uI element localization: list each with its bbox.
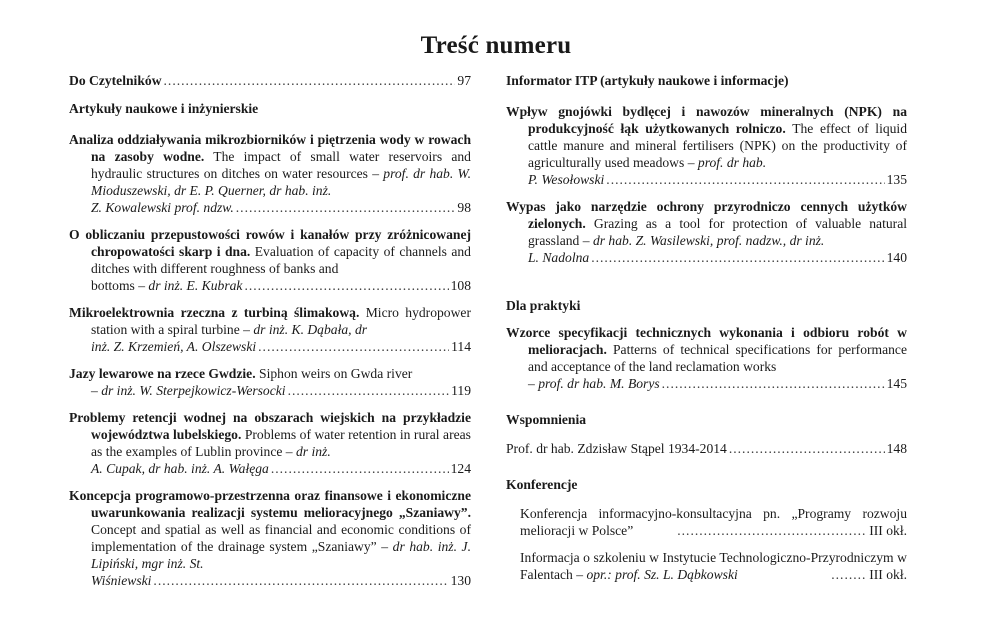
page-number: III okł. [869, 567, 907, 582]
toc-entry-english-title: Micro hydropower station with a spiral turbine [91, 305, 471, 337]
toc-entry-english-title: Evaluation of capacity of channels and ditches with different roughness of banks and [91, 244, 471, 276]
toc-entry-title: Prof. dr hab. Zdzisław Stąpel 1934-2014 [506, 441, 727, 456]
section-heading: Konferencje [506, 477, 578, 492]
page-number: 130 [450, 573, 471, 588]
section-heading: Informator ITP (artykuły naukowe i informacje) [506, 73, 789, 88]
toc-entry[interactable] [506, 505, 907, 539]
page-number: 108 [450, 278, 471, 293]
toc-entry-title: Analiza oddziaływania mikrozbiorników i piętrzenia wody w rowach na zasoby wodne. [69, 132, 471, 164]
page-number: III okł. [869, 523, 907, 538]
dot-leader [271, 460, 449, 477]
dot-leader [244, 277, 448, 294]
toc-entry-title: Wzorce specyfikacji technicznych wykonania i odbioru robót w melioracjach. [506, 325, 907, 357]
toc-entry-authors: inż. Z. Krzemień, A. Olszewski [91, 339, 257, 354]
page-number: 140 [886, 250, 907, 265]
toc-left-column [69, 72, 471, 589]
toc-entry-authors: L. Nadolna [528, 250, 590, 265]
toc-entry-authors: – dr inż. E. Kubrak [138, 278, 243, 293]
dot-leader [288, 382, 450, 399]
toc-entry-authors: – opr.: prof. Sz. L. Dąbkowski [576, 567, 738, 582]
toc-entry-authors: Wiśniewski [91, 573, 152, 588]
toc-entry[interactable] [506, 324, 907, 392]
toc-entry-authors: – prof. dr hab. [687, 155, 767, 170]
toc-entry-title: Mikroelektrownia rzeczna z turbiną ślimakową. [69, 305, 360, 320]
toc-entry-english-title: Grazing as a tool for protection of valuable natural grassland [528, 216, 908, 248]
page-number: 114 [451, 339, 471, 354]
toc-entry[interactable] [69, 365, 471, 399]
toc-entry-authors: – dr hab. inż. J. Lipiński, mgr inż. St. [91, 539, 471, 571]
toc-entry[interactable] [69, 226, 471, 294]
dot-leader [591, 249, 884, 266]
toc-entry-authors: – prof. dr hab. W. Mioduszewski, dr E. P. Querner, dr hab. inż. [91, 166, 471, 198]
page-number: 135 [886, 172, 907, 187]
toc-entry-title: Do Czytelników [69, 73, 162, 88]
toc-entry-english-title: bottoms [91, 278, 135, 293]
toc-entry-authors: – dr inż. W. Sterpejkowicz-Wersocki [91, 383, 286, 398]
section-heading: Dla praktyki [506, 298, 581, 313]
page-number: 145 [886, 376, 907, 391]
toc-entry-title: Wpływ gnojówki bydlęcej i nawozów mineralnych (NPK) na produkcyjność łąk użytkowanych rolniczo. [506, 104, 907, 136]
dot-leader [729, 440, 885, 457]
section-heading: Wspomnienia [506, 412, 587, 427]
dot-leader [164, 72, 456, 89]
toc-entry-authors: P. Wesołowski [528, 172, 605, 187]
toc-entry-authors: – dr inż. K. Dąbała, dr [243, 322, 368, 337]
page-number: 97 [457, 73, 471, 88]
toc-entry-do-czytelnikow[interactable] [69, 72, 471, 89]
toc-entry[interactable] [506, 103, 907, 188]
page-title: Treść numeru [420, 32, 572, 59]
toc-entry-title: Informacja o szkoleniu w Instytucie Technologiczno-Przyrodniczym w Falentach [520, 550, 907, 582]
toc-entry[interactable] [69, 131, 471, 216]
dot-leader [677, 522, 867, 539]
dot-leader [153, 572, 448, 589]
toc-entry-title: Wypas jako narzędzie ochrony przyrodniczo cennych użytków zielonych. [506, 199, 907, 231]
toc-entry-english-title: The impact of small water reservoirs and hydraulic structures on ditches on water resources [91, 149, 471, 181]
toc-entry[interactable] [69, 409, 471, 477]
toc-entry-title: Koncepcja programowo-przestrzenna oraz finansowe i ekonomiczne uwarunkowania realizacji systemu melioracyjnego „Szaniawy”. [69, 488, 471, 520]
section-heading: Artykuły naukowe i inżynierskie [69, 101, 259, 116]
toc-entry[interactable] [69, 304, 471, 355]
page-number: 98 [457, 200, 471, 215]
toc-entry-authors: – prof. dr hab. M. Borys [528, 376, 660, 391]
dot-leader [831, 566, 867, 583]
toc-entry-title: Jazy lewarowe na rzece Gwdzie. [69, 366, 256, 381]
toc-entry[interactable] [506, 440, 907, 457]
toc-entry-title: Problemy retencji wodnej na obszarach wiejskich na przykładzie województwa lubelskiego. [69, 410, 471, 442]
page-number: 124 [450, 461, 471, 476]
toc-entry-english-title: Siphon weirs on Gwda river [259, 366, 413, 381]
toc-entry-title: O obliczaniu przepustowości rowów i kanałów przy zróżnicowanej chropowatości skarp i dna. [69, 227, 471, 259]
dot-leader [258, 338, 449, 355]
toc-right-column [506, 72, 907, 583]
toc-entry-authors: Z. Kowalewski prof. ndzw. [91, 200, 234, 215]
toc-entry[interactable] [69, 487, 471, 589]
toc-entry-english-title: Problems of water retention in rural areas as the examples of Lublin province [91, 427, 471, 459]
page-number: 119 [451, 383, 471, 398]
toc-entry-english-title: The effect of liquid cattle manure and mineral fertilisers (NPK) on the productivity of agriculturally used meadows [528, 121, 908, 170]
toc-entry-authors: – dr hab. Z. Wasilewski, prof. nadzw., dr inż. [582, 233, 825, 248]
dot-leader [236, 199, 456, 216]
toc-entry-authors: A. Cupak, dr hab. inż. A. Wałęga [91, 461, 269, 476]
toc-entry-authors: – dr inż. [285, 444, 331, 459]
toc-entry[interactable] [506, 198, 907, 266]
dot-leader [606, 171, 884, 188]
toc-entry-english-title: Concept and spatial as well as financial and economic conditions of implementation of the drainage system „Szaniawy” [91, 522, 471, 554]
dot-leader [662, 375, 885, 392]
page-number: 148 [886, 441, 907, 456]
toc-entry-english-title: Patterns of technical specifications for performance and acceptance of the land reclamation works [528, 342, 907, 374]
toc-entry-title: Konferencja informacyjno-konsultacyjna pn. „Programy rozwoju melioracji w Polsce” [520, 506, 907, 538]
toc-entry[interactable] [506, 549, 907, 583]
